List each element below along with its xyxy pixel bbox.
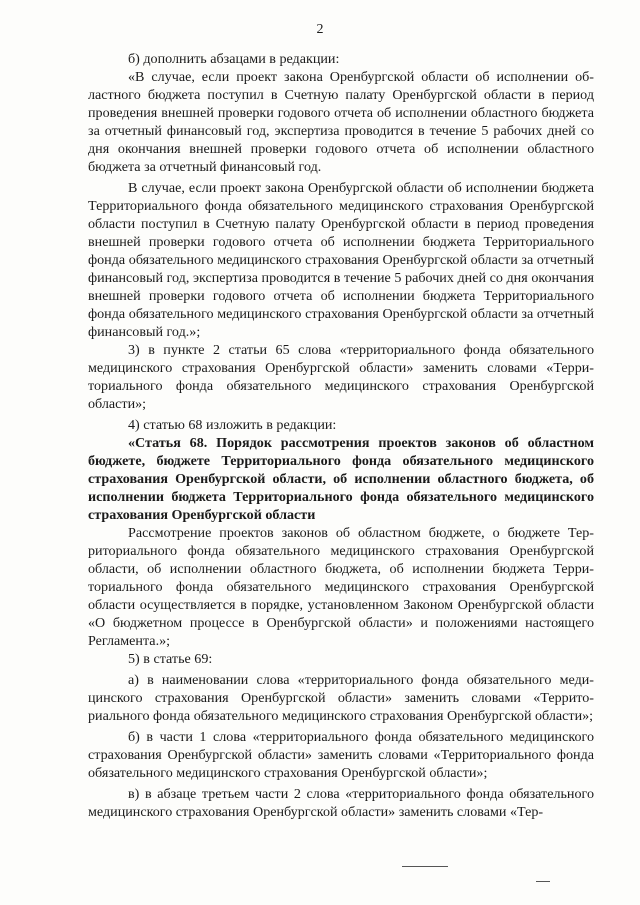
page-number: 2 <box>316 22 324 37</box>
paragraph-b-addition: б) дополнить абзацами в редакции: <box>128 51 340 67</box>
article-68-body: Рассмотрение проектов законов об областном бюджете, о бюджете Территориального фонда обязательного медицинского страхования Оренбургской области, об исполнении областного бюджета, об исполнении бюджета Территориального фонда обязательного медицинского страхования Оренбургской области осуществляется в порядке, установленном Законом Оренбургской области «О бюджетном процессе в Оренбургской области» и положениями настоящего Регламента.»; <box>88 525 594 649</box>
paragraph-item-5a: а) в наименовании слова «территориального фонда обязательного медицинского страхования Оренбургской области» заменить словами «Территориального фонда обязательного медицинского страхования Оренбургской области»; <box>88 672 594 724</box>
paragraph-item-5v: в) в абзаце третьем части 2 слова «территориального фонда обязательного медицинского страхования Оренбургской области» заменить словами «Тер- <box>88 786 594 820</box>
paragraph-item-5: 5) в статье 69: <box>128 651 213 667</box>
scan-artifact-dash <box>536 881 550 882</box>
paragraph-item-3: 3) в пункте 2 статьи 65 слова «территориального фонда обязательного медицинского страхования Оренбургской области» заменить словами «Территориального фонда обязательного медицинского страхования Оренбургской области»; <box>88 342 594 412</box>
paragraph-quote-territorial-fund: В случае, если проект закона Оренбургской области об исполнении бюджета Территориального фонда обязательного медицинского страхования Оренбургской области поступил в Счетную палату Оренбургской области в период проведения внешней проверки годового отчета об исполнении бюджета Территориального фонда обязательного медицинского страхования Оренбургской области за отчетный финансовый год, экспертиза проводится в течение 5 рабочих дней со дня окончания внешней проверки годового отчета об исполнении бюджета Территориального фонда обязательного медицинского страхования Оренбургской области за отчетный финансовый год.»; <box>88 180 594 340</box>
paragraph-item-4: 4) статью 68 изложить в редакции: <box>128 417 337 433</box>
paragraph-item-5b: б) в части 1 слова «территориального фонда обязательного медицинского страхования Оренбургской области» заменить словами «Территориального фонда обязательного медицинского страхования Оренбургской области»; <box>88 729 594 781</box>
document-body <box>88 50 594 821</box>
paragraph-quote-regional-budget: «В случае, если проект закона Оренбургской области об исполнении областного бюджета поступил в Счетную палату Оренбургской области в период проведения внешней проверки годового отчета об исполнении областного бюджета за отчетный финансовый год, экспертиза проводится в течение 5 рабочих дней со дня окончания внешней проверки годового отчета об исполнении областного бюджета за отчетный финансовый год. <box>88 69 594 175</box>
article-68-heading: «Статья 68. Порядок рассмотрения проектов законов об областном бюджете, бюджете Территориального фонда обязательного медицинского страхования Оренбургской области, об исполнении областного бюджета, об исполнении бюджета Территориального фонда обязательного медицинского страхования Оренбургской области <box>88 435 594 523</box>
scan-artifact-line <box>402 866 448 867</box>
